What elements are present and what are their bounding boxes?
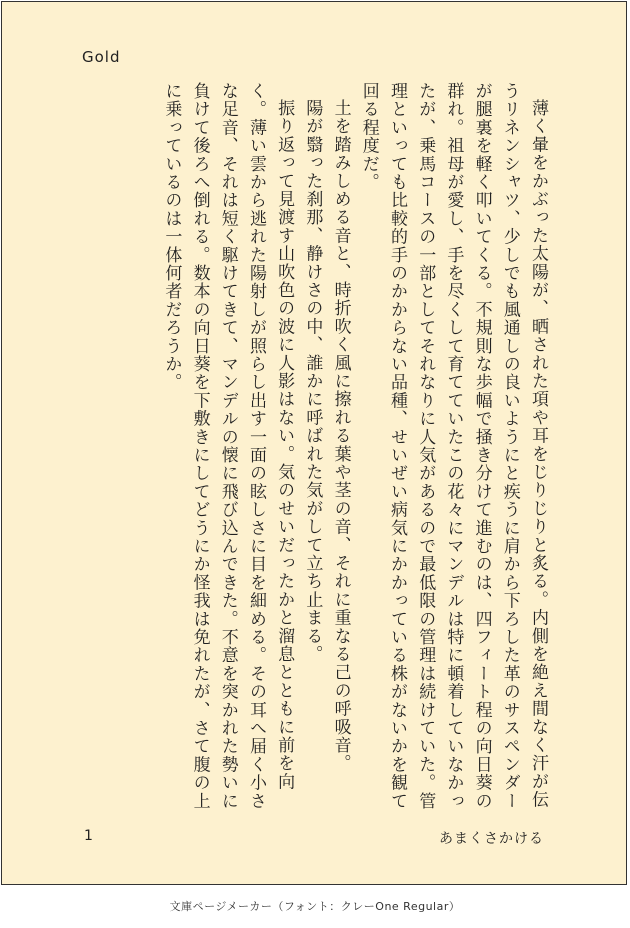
paragraph-3: 陽が翳った刹那、静けさの中、誰かに呼ばれた気がして立ち止まる。 bbox=[302, 99, 323, 664]
paragraph-2: 土を踏みしめる音と、時折吹く風に擦れる葉や茎の音、それに重なる己の呼吸音。 bbox=[330, 99, 351, 773]
page-number: 1 bbox=[84, 828, 93, 844]
vertical-body-text bbox=[157, 82, 552, 822]
chapter-title: Gold bbox=[82, 48, 121, 66]
author-name: あまくさかける bbox=[439, 831, 544, 847]
generator-credit: 文庫ページメーカー（フォント：クレーOne Regular） bbox=[169, 900, 461, 913]
book-page bbox=[1, 1, 627, 885]
paragraph-4: 振り返って見渡す山吹色の波に人影はない。気のせいだったかと溜息とともに前を向く。薄い雲から逃れた陽射しが照らし出す一面の眩しさに目を細める。その耳へ届く小さな足音、それは短く駆けてきて、マンデルの懐に飛び込んできた。不意を突かれた勢いに負けて後ろへ倒れる。数本の向日葵を下敷きにしてどうにか怪我は免れたが、さて腹の上に乗っているのは一体何者だろうか。 bbox=[161, 82, 295, 810]
paragraph-1: 薄く暈をかぶった太陽が、晒された項や耳をじりじりと炙る。内側を絶え間なく汗が伝うリネンシャツ、少しでも風通しの良いようにと疾うに肩から下ろした革のサスペンダーが腿裏を軽く叩いてくる。不規則な歩幅で掻き分けて進むのは、四フィート程の向日葵の群れ。祖母が愛し、手を尽くして育てていたこの花々にマンデルは特に頓着していなかったが、乗馬コースの一部としてそれなりに人気があるので最低限の管理は続けていた。管理といっても比較的手のかからない品種、せいぜい病気にかかっている株がないかを観て回る程度だ。 bbox=[358, 82, 548, 810]
